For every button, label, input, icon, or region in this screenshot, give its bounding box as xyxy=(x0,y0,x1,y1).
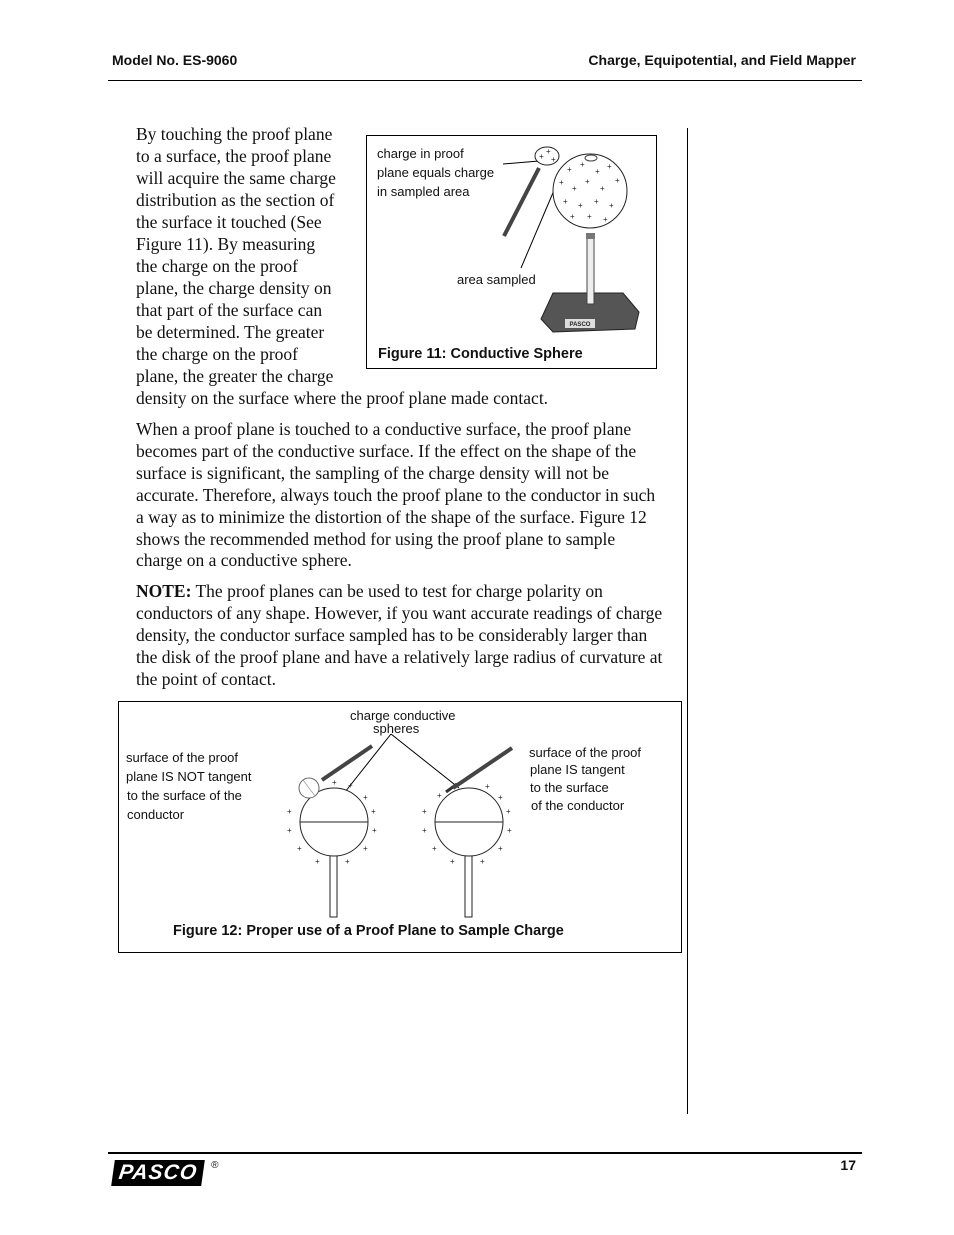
fig11-leader-line xyxy=(521,188,555,268)
plus-mark: + xyxy=(345,857,350,866)
fig11-sphere-cap xyxy=(585,155,597,161)
p1-line: plane, the greater the charge xyxy=(136,366,334,386)
fig11-label-charge-1: charge in proof xyxy=(377,146,464,161)
plus-mark: + xyxy=(559,178,564,187)
plus-mark: + xyxy=(437,791,442,800)
paragraph-2: When a proof plane is touched to a conductive surface, the proof plane becomes part of the conductive surface. If the effect on the shape of the surface is significant, the sampling of the charge density will not be accurate. Therefore, always touch the proof plane to the conductor in such a way as to minimize the distortion of the shape of the surface. Figure 12 shows the recommended method for using the proof plane to sample charge on a conductive sphere. xyxy=(136,419,656,571)
fig12-label-left-3: to the surface of the xyxy=(127,788,242,803)
margin-rule xyxy=(687,128,688,1114)
plus-mark: + xyxy=(603,215,608,224)
fig12-drawing xyxy=(119,702,683,954)
plus-mark: + xyxy=(371,807,376,816)
fig11-base-logo: PASCO xyxy=(569,322,591,328)
fig12-label-right-1: surface of the proof xyxy=(529,745,642,760)
plus-mark: + xyxy=(485,782,490,791)
plus-mark: + xyxy=(578,201,583,210)
p1-line: will acquire the same charge xyxy=(136,168,336,188)
p1-line: Figure 11). By measuring xyxy=(136,234,316,254)
fig12-right-proof-handle xyxy=(453,748,512,788)
fig11-proof-plane-handle xyxy=(504,168,539,236)
fig11-rod-collar xyxy=(586,233,595,239)
plus-mark: + xyxy=(580,160,585,169)
fig12-label-spheres-1: charge conductive xyxy=(350,708,456,723)
plus-mark: + xyxy=(422,807,427,816)
plus-mark: + xyxy=(372,826,377,835)
fig12-label-right-2: plane IS tangent xyxy=(530,762,625,777)
plus-mark: + xyxy=(587,212,592,221)
fig12-label-right-3: to the surface xyxy=(530,780,609,795)
fig12-right-rod xyxy=(465,855,472,917)
fig11-rod xyxy=(587,234,594,304)
fig12-left-rod xyxy=(330,855,337,917)
plus-mark: + xyxy=(615,176,620,185)
note-paragraph xyxy=(136,581,664,691)
figure-11 xyxy=(366,135,657,369)
plus-mark: + xyxy=(609,201,614,210)
p1-line: to a surface, the proof plane xyxy=(136,146,332,166)
plus-mark: + xyxy=(297,844,302,853)
pasco-logo-text: PASCO xyxy=(111,1160,205,1186)
plus-mark: + xyxy=(422,826,427,835)
fig11-drawing xyxy=(367,136,658,370)
figure-12 xyxy=(118,701,682,953)
fig11-leader-line xyxy=(503,161,539,164)
plus-mark: + xyxy=(607,162,612,171)
plus-mark: + xyxy=(506,807,511,816)
p1-line: the charge on the proof xyxy=(136,344,298,364)
plus-mark: + xyxy=(432,844,437,853)
p1-line: the charge on the proof xyxy=(136,256,298,276)
plus-mark: + xyxy=(498,844,503,853)
p1-line: be determined. The greater xyxy=(136,322,325,342)
fig12-left-proof-handle xyxy=(322,746,372,780)
plus-mark: + xyxy=(600,184,605,193)
fig12-leader-line xyxy=(391,734,459,788)
p1-line: distribution as the section of xyxy=(136,190,335,210)
plus-mark: + xyxy=(287,807,292,816)
p1-line: density on the surface where the proof plane made contact. xyxy=(136,388,549,408)
header-title: Charge, Equipotential, and Field Mapper xyxy=(588,52,856,68)
pasco-logo xyxy=(113,1160,219,1186)
plus-mark: + xyxy=(595,167,600,176)
plus-mark: + xyxy=(332,778,337,787)
plus-mark: + xyxy=(498,793,503,802)
p1-line: plane, the charge density on xyxy=(136,278,332,298)
fig11-label-charge-2: plane equals charge xyxy=(377,165,495,180)
fig12-label-left-2: plane IS NOT tangent xyxy=(126,769,252,784)
registered-mark: ® xyxy=(211,1160,219,1171)
plus-mark: + xyxy=(570,212,575,221)
note-label: NOTE: xyxy=(136,581,192,601)
fig12-caption: Figure 12: Proper use of a Proof Plane to Sample Charge xyxy=(173,923,564,939)
plus-mark: + xyxy=(480,857,485,866)
plus-mark: + xyxy=(507,826,512,835)
plus-mark: + xyxy=(551,155,556,164)
plus-mark: + xyxy=(287,826,292,835)
fig11-caption: Figure 11: Conductive Sphere xyxy=(378,346,583,362)
fig11-label-charge-3: in sampled area xyxy=(377,184,470,199)
plus-mark: + xyxy=(348,781,353,790)
fig12-label-spheres-2: spheres xyxy=(373,721,420,736)
plus-mark: + xyxy=(363,844,368,853)
footer-rule xyxy=(108,1152,862,1154)
plus-mark: + xyxy=(572,184,577,193)
page-number: 17 xyxy=(840,1157,856,1173)
fig12-label-right-4: of the conductor xyxy=(531,798,625,813)
header-model: Model No. ES-9060 xyxy=(112,52,238,68)
plus-mark: + xyxy=(546,147,551,156)
p1-line: By touching the proof plane xyxy=(136,124,333,144)
plus-mark: + xyxy=(594,197,599,206)
fig12-label-left-1: surface of the proof xyxy=(126,750,239,765)
plus-mark: + xyxy=(567,165,572,174)
header-rule xyxy=(108,80,862,81)
p1-line: that part of the surface can xyxy=(136,300,323,320)
plus-mark: + xyxy=(363,793,368,802)
plus-mark: + xyxy=(539,152,544,161)
fig12-label-left-4: conductor xyxy=(127,807,185,822)
plus-mark: + xyxy=(563,197,568,206)
fig11-label-area: area sampled xyxy=(457,272,536,287)
plus-mark: + xyxy=(585,177,590,186)
note-text: The proof planes can be used to test for charge polarity on conductors of any shape. However, if you want accurate readings of charge density, the conductor surface sampled has to be considerably larger than the disk of the proof plane and have a relatively large radius of curvature at the point of contact. xyxy=(136,581,663,689)
plus-mark: + xyxy=(450,857,455,866)
plus-mark: + xyxy=(315,857,320,866)
p1-line: the surface it touched (See xyxy=(136,212,322,232)
